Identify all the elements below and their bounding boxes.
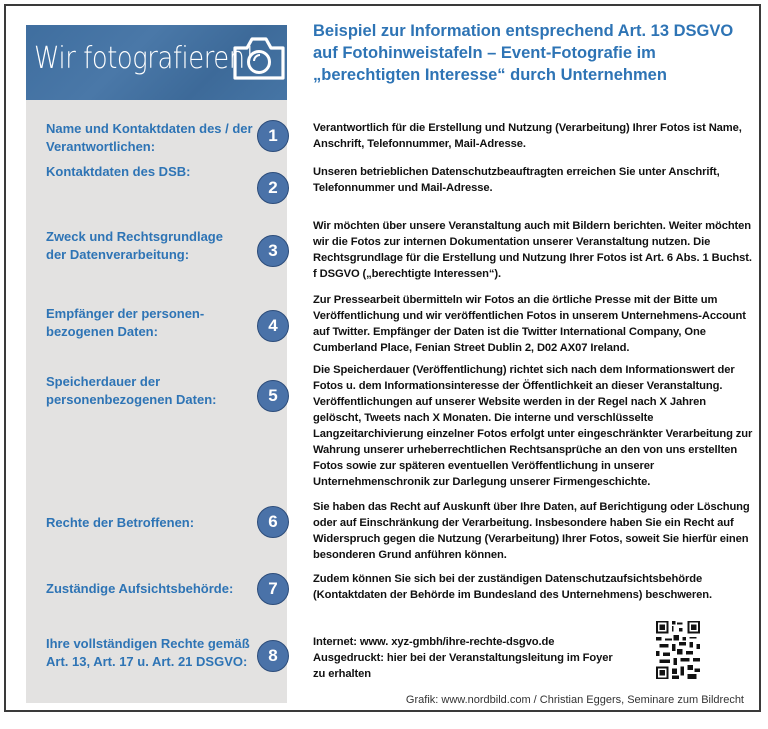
section-number-badge-5: 5 (257, 380, 289, 412)
section-label-4: Empfänger der personen-bezogenen Daten: (46, 306, 205, 339)
section-number-badge-4: 4 (257, 310, 289, 342)
section-label-7: Zuständige Aufsichtsbehörde: (46, 581, 234, 596)
section-number-badge-1: 1 (257, 120, 289, 152)
title-line-2: auf Fotohinweistafeln – Event-Fotografie im (313, 44, 656, 62)
section-number-badge-3: 3 (257, 235, 289, 267)
qr-code-icon[interactable] (656, 620, 700, 680)
section-text-6: Sie haben das Recht auf Auskunft über Ihre Daten, auf Berichtigung oder Löschung oder auf Einschränkung der Verarbeitung. Insbesondere haben Sie ein Recht auf Widerspruch gegen die Nutzung (Verarbeitung) Ihrer Fotos, soweit Sie hierfür einen besonderen Grund anführen können. (313, 501, 750, 561)
image-credit: Grafik: www.nordbild.com / Christian Eggers, Seminare zum Bildrecht (405, 694, 744, 706)
section-text-4: Zur Pressearbeit übermitteln wir Fotos an die örtliche Presse mit der Bitte um Veröffentlichung und wir veröffentlichen Fotos in unserem Unternehmens-Account auf Twitter. Empfänger der Daten ist die Twitter International Company, One Cumberland Place, Fenian Street Dublin 2, D02 AX07 Ireland. (313, 294, 746, 354)
title-line-1: Beispiel zur Information entsprechend Art. 13 DSGVO (313, 22, 734, 40)
section-label-8: Ihre vollständigen Rechte gemäß Art. 13, Art. 17 u. Art. 21 DSGVO: (46, 636, 250, 669)
section-text-5: Die Speicherdauer (Veröffentlichung) richtet sich nach dem Informationswert der Fotos u. dem Informationsinteresse der Öffentlichkeit an dieser Veranstaltung. Veröffentlichungen auf unserer Website werden in der Regel nach X Jahren gelöscht, Tweets nach X Monaten. Die interne und verschlüsselte Langzeitarchivierung einzelner Fotos erfolgt unter eingeschränkter Verarbeitung zur Wahrung unserer urheberrechtlichen Rechtsansprüche an den von uns erstellten Fotos sowie zur späteren eventuellen Veröffentlichung in unserer Unternehmenschronik zur Darlegung unserer Firmengeschichte. (313, 364, 753, 488)
page-title (313, 20, 753, 86)
section-text-1: Verantwortlich für die Erstellung und Nutzung (Verarbeitung) Ihrer Fotos ist Name, Anschrift, Telefonnummer, Mail-Adresse. (313, 122, 742, 150)
section-number-badge-8: 8 (257, 640, 289, 672)
camera-icon (231, 34, 287, 82)
title-line-3: „berechtigten Interesse“ durch Unternehmen (313, 66, 667, 84)
section-label-5: Speicherdauer der personenbezogenen Daten: (46, 374, 217, 407)
banner (26, 25, 287, 100)
section-text-7: Zudem können Sie sich bei der zuständigen Datenschutzaufsichtsbehörde (Kontaktdaten der Behörde im Bundesland des Unternehmens) beschweren. (313, 573, 713, 601)
section-text-2: Unseren betrieblichen Datenschutzbeauftragten erreichen Sie unter Anschrift, Telefonnummer und Mail-Adresse. (313, 166, 720, 194)
section-label-2: Kontaktdaten des DSB: (46, 164, 191, 179)
section-label-6: Rechte der Betroffenen: (46, 515, 195, 530)
banner-title: Wir fotografieren! (34, 41, 255, 76)
section-text-8: Internet: www. xyz-gmbh/ihre-rechte-dsgvo.de Ausgedruckt: hier bei der Veranstaltungsleitung im Foyer zu erhalten (313, 636, 613, 680)
section-number-badge-6: 6 (257, 506, 289, 538)
section-number-badge-7: 7 (257, 573, 289, 605)
section-text-3: Wir möchten über unsere Veranstaltung auch mit Bildern berichten. Weiter möchten wir die Fotos zur internen Dokumentation unserer Veranstaltung nutzen. Die Rechtsgrundlage für die Erstellung und Nutzung Ihrer Fotos ist Art. 6 Abs. 1 Buchst. f DSGVO („berechtigte Interessen“). (313, 220, 752, 280)
section-label-1: Name und Kontaktdaten des / der Verantwortlichen: (46, 121, 253, 154)
section-label-3: Zweck und Rechtsgrundlage der Datenverarbeitung: (46, 229, 223, 262)
section-number-badge-2: 2 (257, 172, 289, 204)
